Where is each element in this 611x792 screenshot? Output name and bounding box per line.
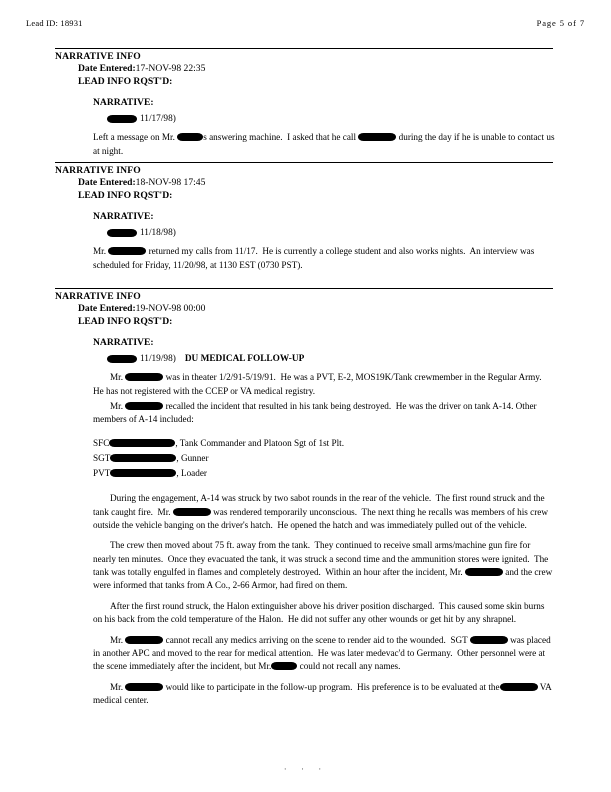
redaction-bar [125,373,163,381]
section-title: NARRATIVE INFO [55,51,141,62]
redaction-bar [125,683,163,691]
redaction-bar [358,133,396,141]
date-entered-value: 19-NOV-98 00:00 [135,303,206,314]
narrative-date-line [107,228,555,238]
narrative-date: 11/18/98) [140,228,176,239]
roster-rank: SFC [93,437,110,448]
roster-role: , Tank Commander and Platoon Sgt of 1st Plt. [175,437,344,448]
roster-rank: PVT [93,467,111,478]
narrative-date: 11/17/98) [140,114,176,125]
narrative-paragraph: The crew then moved about 75 ft. away from the tank. They continued to receive small arms/machine gun fire for nearly ten minutes. Once they evacuated the tank, it was struck a second time and the ammunition stores were ignited. The tank was totally engulfed in flames and completely destroyed. Within an hour after the incident, Mr. and the crew were informed that tanks from A Co., 2-66 Armor, had fired on them. [93,540,553,591]
section-divider [55,48,553,49]
narrative-paragraph: Left a message on Mr. s answering machine. I asked that he call during the day if he is unable to contact us at night. [93,132,555,156]
redaction-bar [110,469,176,477]
section-divider [55,162,553,163]
roster-rank: SGT [93,452,111,463]
lead-info-label: LEAD INFO RQST'D: [78,75,173,87]
narrative-label: NARRATIVE: [93,97,154,109]
narrative-label: NARRATIVE: [93,337,154,349]
redaction-bar [500,683,538,691]
redaction-bar [108,247,146,255]
redaction-bar [177,133,203,141]
redaction-bar [125,402,163,410]
section-divider [55,288,553,289]
narrative-paragraph: Mr. returned my calls from 11/17. He is currently a college student and also works nights. An interview was scheduled for Friday, 11/20/98, at 1130 EST (0730 PST). [93,246,535,270]
date-entered-row [78,303,555,316]
page-header [0,18,611,32]
redaction-bar [470,636,508,644]
narrative-section-1 [55,48,555,158]
date-entered-label: Date Entered: [78,303,136,314]
date-entered-label: Date Entered: [78,63,136,74]
date-entered-label: Date Entered: [78,177,136,188]
narrative-label: NARRATIVE: [93,211,154,223]
narrative-paragraph: Mr. would like to participate in the follow-up program. His preference is to be evaluated at the VA medical center. [93,681,552,705]
list-item [93,466,555,481]
narrative-paragraph: Mr. recalled the incident that resulted in his tank being destroyed. He was the driver on tank A-14. Other members of A-14 included: [93,401,537,425]
redaction-bar [465,568,503,576]
redaction-bar [107,115,137,123]
redaction-bar [271,662,297,670]
roster-role: , Loader [176,467,207,478]
footer-marks: · · · [283,764,328,774]
narrative-heading: DU MEDICAL FOLLOW-UP [184,354,305,365]
narrative-section-3 [55,288,555,707]
page-number-label: Page 5 of 7 [536,18,585,28]
date-entered-value: 18-NOV-98 17:45 [135,177,206,188]
narrative-heading-line [107,354,555,364]
narrative-paragraph: Mr. cannot recall any medics arriving on the scene to render aid to the wounded. SGT was placed in another APC and moved to the rear for medical attention. He was later medevac'd to Germany. Other personnel were at the scene immediately after the incident, but Mr. could not recall any names. [93,634,551,672]
narrative-paragraph: After the first round struck, the Halon extinguisher above his driver position discharged. This caused some skin burns on his back from the cold temperature of the Halon. He did not suffer any other wounds or get hit by any shrapnel. [93,600,545,625]
date-entered-row [78,177,555,190]
lead-info-label: LEAD INFO RQST'D: [78,315,173,327]
section-title: NARRATIVE INFO [55,165,141,176]
narrative-date: 11/19/98) [140,354,176,365]
document-body [55,48,555,707]
narrative-paragraph: Mr. was in theater 1/2/91-5/19/91. He was a PVT, E-2, MOS19K/Tank crewmember in the Regular Army. He has not registered with the CCEP or VA medical registry. [93,372,544,396]
roster-role: , Gunner [176,452,209,463]
section-title: NARRATIVE INFO [55,291,141,302]
redaction-bar [107,355,137,363]
redaction-bar [109,439,175,447]
lead-id-label: Lead ID: 18931 [26,18,83,28]
date-entered-row [78,63,555,76]
narrative-section-2 [55,162,555,288]
redaction-bar [173,508,211,516]
list-item [93,436,555,451]
list-item [93,451,555,466]
crew-roster [93,436,555,481]
narrative-date-line [107,114,555,124]
redaction-bar [107,229,137,237]
redaction-bar [110,454,176,462]
date-entered-value: 17-NOV-98 22:35 [135,63,206,74]
lead-info-label: LEAD INFO RQST'D: [78,189,173,201]
narrative-paragraph: During the engagement, A-14 was struck by two sabot rounds in the rear of the vehicle. The first round struck and the tank caught fire. Mr. was rendered temporarily unconscious. The next thing he recalls was members of his crew outside the vehicle banging on the driver's hatch. He opened the hatch and was immediately pulled out of the vehicle. [93,493,548,531]
redaction-bar [125,636,163,644]
